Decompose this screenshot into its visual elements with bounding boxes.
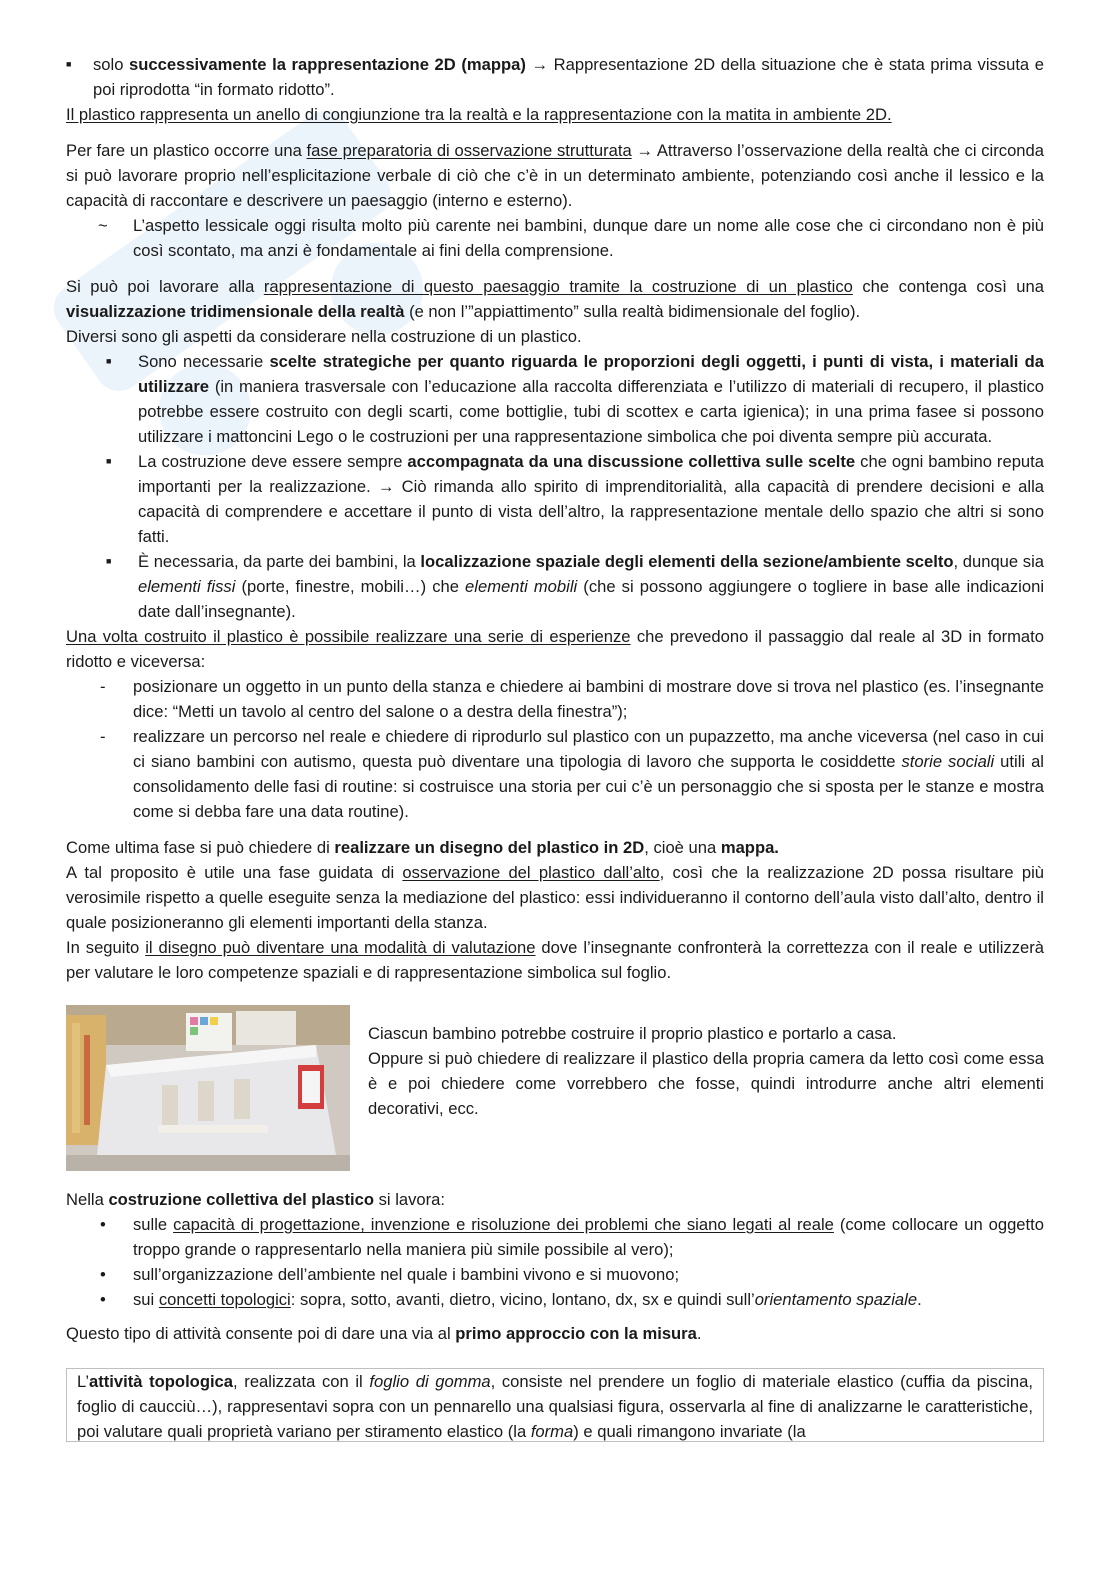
square-bullet-list xyxy=(66,349,1044,624)
list-item: ~ L’aspetto lessicale oggi risulta molto più carente nei bambini, dunque dare un nome alle cose che ci circondano non è più così scontato, ma anzi è fondamentale ai fini della comprensione. xyxy=(66,213,1044,263)
plastico-photo-image xyxy=(66,1005,350,1171)
paragraph: Una volta costruito il plastico è possibile realizzare una serie di esperienze che prevedono il passaggio dal reale al 3D in formato ridotto e viceversa: xyxy=(66,627,1044,671)
paragraph: In seguito il disegno può diventare una modalità di valutazione dove l’insegnante confronterà la correttezza con il reale e utilizzerà per valutare le loro competenze spaziali e di rappresentazione simbolica sul foglio. xyxy=(66,938,1044,982)
paragraph: Si può poi lavorare alla rappresentazione di questo paesaggio tramite la costruzione di un plastico che contenga così una visualizzazione tridimensionale della realtà (e non l’”appiattimento” sulla realtà bidimensionale del foglio). xyxy=(66,277,1044,321)
paragraph: Come ultima fase si può chiedere di realizzare un disegno del plastico in 2D, cioè una mappa. xyxy=(66,838,779,857)
list-item: • sui concetti topologici: sopra, sotto, avanti, dietro, vicino, lontano, dx, sx e quindi sull’orientamento spaziale. xyxy=(66,1287,1044,1312)
paragraph: L’attività topologica, realizzata con il foglio di gomma, consiste nel prendere un foglio di materiale elastico (cuffia da piscina, foglio di caucciù…), rappresentavi sopra con un pennarello una qualsiasi figura, osservarla al fine di analizzarne le caratteristiche, poi valutare quali proprietà variano per stiramento elastico (la forma) e quali rimangono invariate (la xyxy=(77,1372,1033,1441)
paragraph: Nella costruzione collettiva del plastico si lavora: xyxy=(66,1190,446,1209)
list-item: • sulle capacità di progettazione, invenzione e risoluzione dei problemi che siano legati al reale (come collocare un oggetto troppo grande o rappresentarlo nella maniera più simile possibile al vero); xyxy=(66,1212,1044,1262)
list-item: ■ La costruzione deve essere sempre accompagnata da una discussione collettiva sulle scelte che ogni bambino reputa importanti per la realizzazione. → Ciò rimanda allo spirito di imprenditorialità, alla capacità di prendere decisioni e alla capacità di comprendere e accettare il punto di vista dell’altro, la rappresentazione mentale dello spazio che altri si sono fatti. xyxy=(66,449,1044,549)
dash-list xyxy=(66,674,1044,824)
topologica-box xyxy=(66,1368,1044,1442)
list-item: ■ Sono necessarie scelte strategiche per quanto riguarda le proporzioni degli oggetti, i punti di vista, i materiali da utilizzare (in maniera trasversale con l’educazione alla raccolta differenziata e l’utilizzo di materiali di recupero, il plastico potrebbe essere costruito con degli scarti, come bottiglie, tubi di scottex e carta igienica); in una prima fasee si possono utilizzare i mattoncini Lego o le costruzioni per una rappresentazione simbolica che poi diventa sempre più accurata. xyxy=(66,349,1044,449)
paragraph: Il plastico rappresenta un anello di congiunzione tra la realtà e la rappresentazione con la matita in ambiente 2D. xyxy=(66,105,892,124)
document-page xyxy=(66,52,1044,1442)
dot-bullet-list xyxy=(66,1212,1044,1312)
list-item: - posizionare un oggetto in un punto della stanza e chiedere ai bambini di mostrare dove si trova nel plastico (es. l’insegnante dice: “Metti un tavolo al centro del salone o a destra della finestra”); xyxy=(66,674,1044,724)
list-item: ■ solo successivamente la rappresentazione 2D (mappa) → Rappresentazione 2D della situazione che è stata prima vissuta e poi riprodotta “in formato ridotto”. xyxy=(66,52,1044,102)
list-item: • sull’organizzazione dell’ambiente nel quale i bambini vivono e si muovono; xyxy=(66,1262,1044,1287)
paragraph: Oppure si può chiedere di realizzare il plastico della propria camera da letto così come essa è e poi chiedere come vorrebbero che fosse, quindi introdurre anche altri elementi decorativi, ecc. xyxy=(368,1049,1044,1118)
paragraph: Ciascun bambino potrebbe costruire il proprio plastico e portarlo a casa. xyxy=(368,1024,897,1043)
list-item: - realizzare un percorso nel reale e chiedere di riprodurlo sul plastico con un pupazzetto, ma anche viceversa (nel caso in cui ci siano bambini con autismo, questa può diventare una tipologia di lavoro che supporta le cosiddette storie sociali utili al consolidamento delle fasi di routine: si costruisce una storia per cui c’è un personaggio che si sposta per le stanze e mostra come si debba fare una data routine). xyxy=(66,724,1044,824)
list-item: ■ È necessaria, da parte dei bambini, la localizzazione spaziale degli elementi della sezione/ambiente scelto, dunque sia elementi fissi (porte, finestre, mobili…) che elementi mobili (che si possono aggiungere o togliere in base alle indicazioni date dall’insegnante). xyxy=(66,549,1044,624)
photo-caption xyxy=(368,1005,1044,1121)
paragraph: A tal proposito è utile una fase guidata di osservazione del plastico dall’alto, così che la realizzazione 2D possa risultare più verosimile rispetto a quelle eseguite senza la mediazione del plastico: essi individueranno il contorno dell’aula visto dall’alto, dentro il quale posizioneranno gli elementi importanti della stanza. xyxy=(66,863,1044,932)
photo-section xyxy=(66,1005,1044,1171)
paragraph: Questo tipo di attività consente poi di dare una via al primo approccio con la misura. xyxy=(66,1324,702,1343)
paragraph: Diversi sono gli aspetti da considerare nella costruzione di un plastico. xyxy=(66,327,582,346)
tilde-list xyxy=(66,213,1044,263)
plastico-photo xyxy=(66,1005,350,1171)
paragraph: Per fare un plastico occorre una fase preparatoria di osservazione strutturata → Attraverso l’osservazione della realtà che ci circonda si può lavorare proprio nell’esplicitazione verbale di ciò che c’è in un determinato ambiente, potenziando così anche il lessico e la capacità di raccontare e descrivere un paesaggio (interno e esterno). xyxy=(66,141,1044,210)
bullet-list-top xyxy=(66,52,1044,102)
